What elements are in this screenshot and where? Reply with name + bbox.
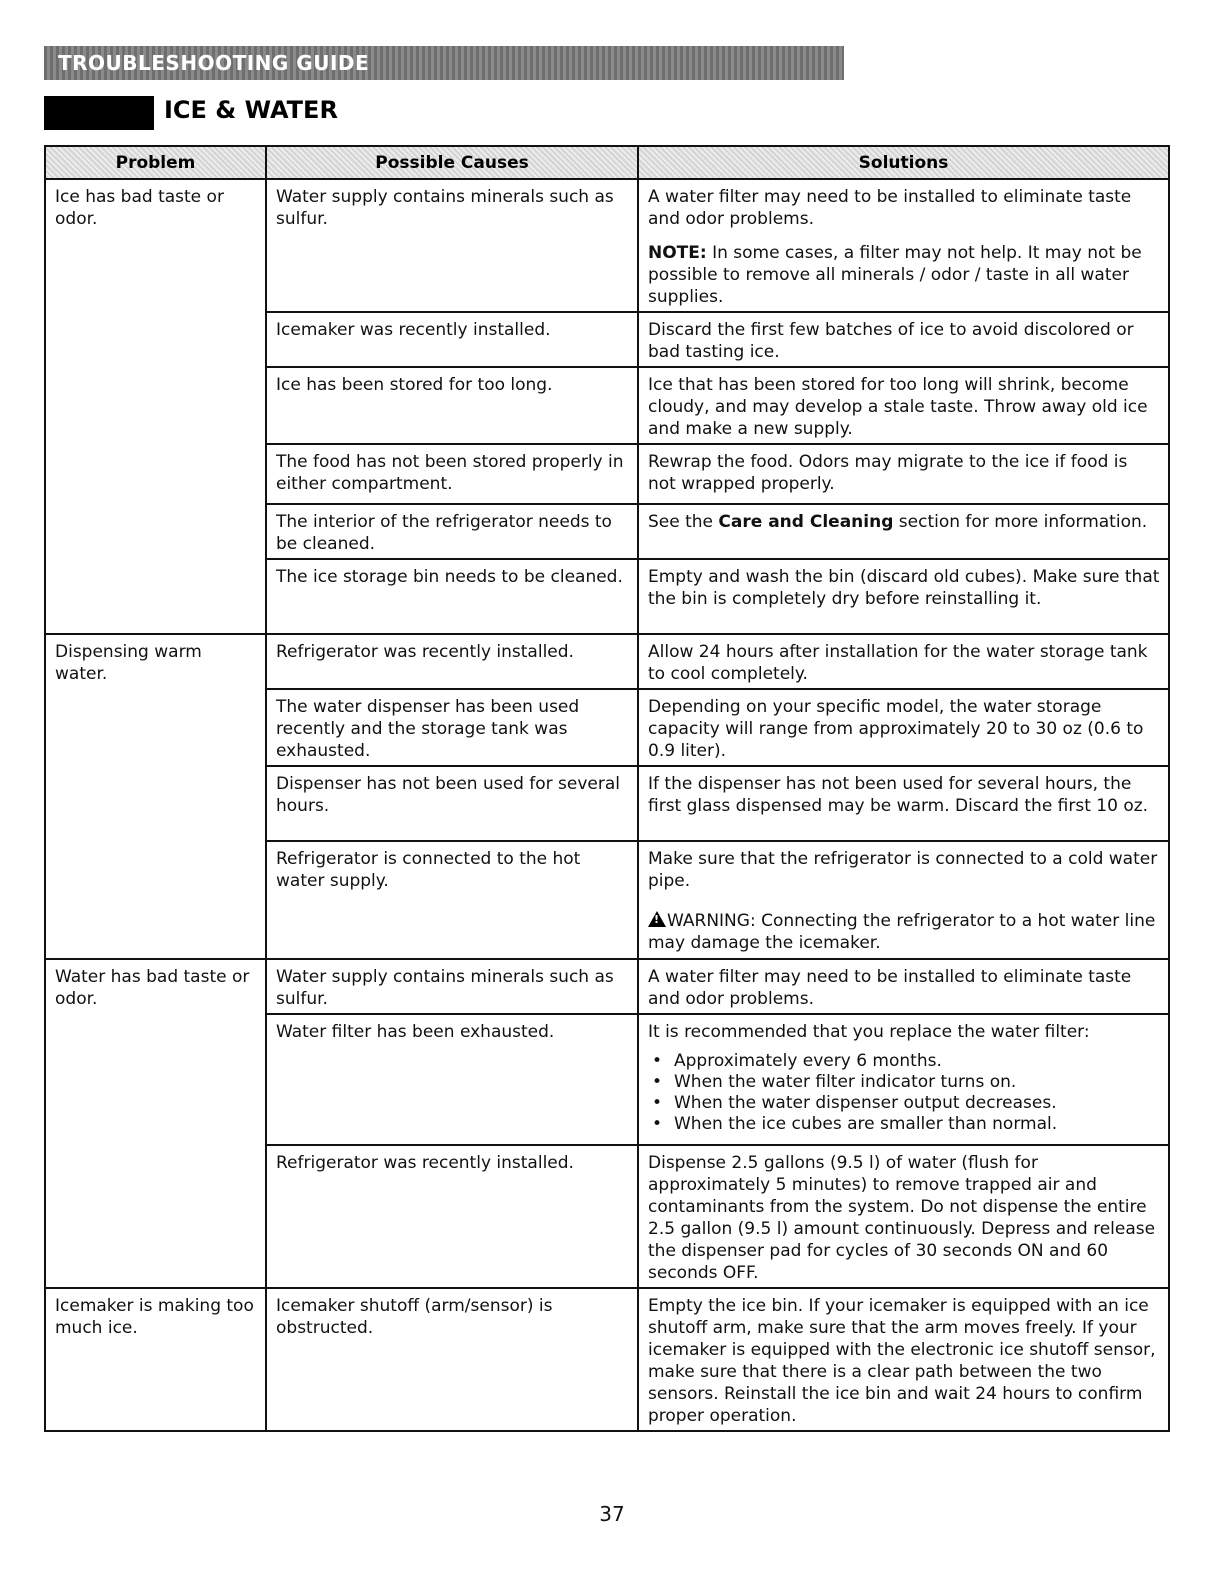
cause-cell: Icemaker was recently installed. [266,312,638,367]
filter-replacement-list [648,1051,1160,1135]
solution-cell: A water filter may need to be installed to eliminate taste and odor problems. [638,959,1169,1014]
problem-cell [45,559,266,634]
table-row [45,444,1169,504]
cause-cell: Water supply contains minerals such as sulfur. [266,179,638,312]
cause-cell: The water dispenser has been used recently and the storage tank was exhausted. [266,689,638,766]
cause-cell: Refrigerator was recently installed. [266,1145,638,1288]
problem-cell [45,444,266,504]
cause-cell: Refrigerator was recently installed. [266,634,638,689]
guide-title: TROUBLESHOOTING GUIDE [58,51,370,75]
table-row [45,959,1169,1014]
table-row [45,689,1169,766]
table-row [45,559,1169,634]
warning-text: Connecting the refrigerator to a hot water line may damage the icemaker. [648,911,1156,953]
table-header-row [45,146,1169,179]
table-row [45,1145,1169,1288]
solution-cell [638,179,1169,312]
problem-cell: Dispensing warm water. [45,634,266,689]
note-text: In some cases, a filter may not help. It may not be possible to remove all minerals / odor / taste in all water supplies. [648,243,1142,307]
note-label: NOTE: [648,243,707,263]
problem-cell [45,1014,266,1145]
solution-cell: Discard the first few batches of ice to avoid discolored or bad tasting ice. [638,312,1169,367]
care-and-cleaning-reference: Care and Cleaning [718,512,894,532]
list-item: • When the water filter indicator turns on. [648,1072,1160,1093]
solution-cell [638,1014,1169,1145]
section-marker [44,96,154,130]
cause-cell: The ice storage bin needs to be cleaned. [266,559,638,634]
problem-cell [45,1145,266,1288]
problem-cell [45,312,266,367]
warning-label: WARNING: [667,911,756,931]
solution-text: See the [648,512,719,532]
solution-text: A water filter may need to be installed to eliminate taste and odor problems. [648,187,1132,229]
solution-cell: Empty the ice bin. If your icemaker is equipped with an ice shutoff arm, make sure that the arm moves freely. If your icemaker is equipped with the electronic ice shutoff sensor, make sure that there is a clear path between the two sensors. Reinstall the ice bin and wait 24 hours to confirm proper operation. [638,1288,1169,1431]
problem-cell [45,766,266,841]
solution-text: It is recommended that you replace the water filter: [648,1022,1090,1042]
cause-cell: Icemaker shutoff (arm/sensor) is obstructed. [266,1288,638,1431]
table-row [45,312,1169,367]
note-paragraph [648,242,1160,308]
cause-cell: Dispenser has not been used for several hours. [266,766,638,841]
cause-cell: Water supply contains minerals such as sulfur. [266,959,638,1014]
cause-cell: Ice has been stored for too long. [266,367,638,444]
list-item: • When the water dispenser output decreases. [648,1093,1160,1114]
warning-triangle-icon [648,911,666,927]
problem-cell [45,689,266,766]
solution-cell: Ice that has been stored for too long will shrink, become cloudy, and may develop a stale taste. Throw away old ice and make a new supply. [638,367,1169,444]
table-row [45,1014,1169,1145]
troubleshooting-table [44,145,1170,1432]
table-row [45,504,1169,559]
cause-cell: The interior of the refrigerator needs to be cleaned. [266,504,638,559]
problem-cell: Water has bad taste or odor. [45,959,266,1014]
guide-banner [44,46,844,80]
solution-cell: Allow 24 hours after installation for the water storage tank to cool completely. [638,634,1169,689]
solution-cell: Empty and wash the bin (discard old cubes). Make sure that the bin is completely dry before reinstalling it. [638,559,1169,634]
table-row [45,1288,1169,1431]
section-title: ICE & WATER [164,96,338,124]
cause-cell: Refrigerator is connected to the hot water supply. [266,841,638,959]
header-possible-causes: Possible Causes [266,146,638,179]
table-row [45,179,1169,312]
header-solutions: Solutions [638,146,1169,179]
solution-cell [638,841,1169,959]
problem-cell [45,841,266,959]
table-row [45,634,1169,689]
list-item: • Approximately every 6 months. [648,1051,1160,1072]
problem-cell [45,504,266,559]
solution-cell: Depending on your specific model, the water storage capacity will range from approximately 20 to 30 oz (0.6 to 0.9 liter). [638,689,1169,766]
solution-text: Make sure that the refrigerator is connected to a cold water pipe. [648,849,1158,891]
table-row [45,367,1169,444]
problem-cell [45,367,266,444]
warning-paragraph [648,910,1160,954]
list-item: • When the ice cubes are smaller than normal. [648,1114,1160,1135]
table-row [45,841,1169,959]
solution-cell: Dispense 2.5 gallons (9.5 l) of water (flush for approximately 5 minutes) to remove trapped air and contaminants from the system. Do not dispense the entire 2.5 gallon (9.5 l) amount continuously. Depress and release the dispenser pad for cycles of 30 seconds ON and 60 seconds OFF. [638,1145,1169,1288]
table-row [45,766,1169,841]
problem-cell: Icemaker is making too much ice. [45,1288,266,1431]
solution-cell: If the dispenser has not been used for several hours, the first glass dispensed may be warm. Discard the first 10 oz. [638,766,1169,841]
header-problem: Problem [45,146,266,179]
solution-cell [638,504,1169,559]
problem-cell: Ice has bad taste or odor. [45,179,266,312]
cause-cell: The food has not been stored properly in either compartment. [266,444,638,504]
solution-cell: Rewrap the food. Odors may migrate to the ice if food is not wrapped properly. [638,444,1169,504]
solution-text: section for more information. [893,512,1148,532]
cause-cell: Water filter has been exhausted. [266,1014,638,1145]
page-number: 37 [599,1502,625,1526]
